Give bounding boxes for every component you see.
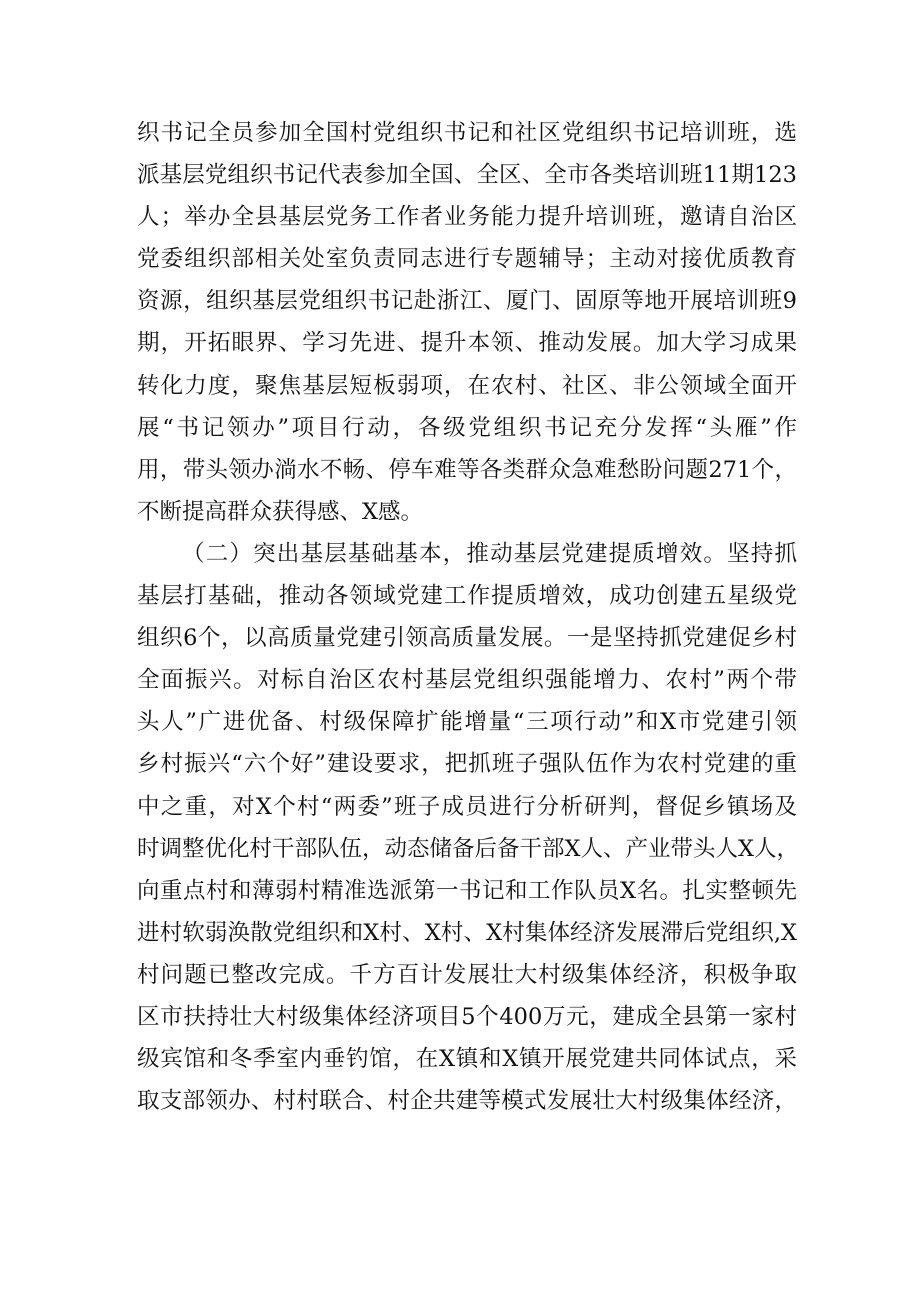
text-line: 乡村振兴“六个好”建设要求，把抓班子强队伍作为农村党建的重 bbox=[137, 751, 797, 778]
text-line: 组织6个，以高质量党建引领高质量发展。一是坚持抓党建促乡村 bbox=[137, 625, 797, 652]
text-line: 时调整优化村干部队伍，动态储备后备干部X人、产业带头人X人， bbox=[137, 835, 800, 862]
text-line: 向重点村和薄弱村精准选派第一书记和工作队员X名。扎实整顿先 bbox=[137, 877, 797, 904]
text-line: 人；举办全县基层党务工作者业务能力提升培训班，邀请自治区 bbox=[137, 204, 797, 231]
text-line: 期，开拓眼界、学习先进、提升本领、推动发展。加大学习成果 bbox=[137, 330, 797, 357]
text-line: 村问题已整改完成。千方百计发展壮大村级集体经济，积极争取 bbox=[137, 961, 797, 988]
text-line: 不断提高群众获得感、X感。 bbox=[137, 498, 424, 525]
document-body bbox=[137, 112, 800, 1122]
text-line: 中之重，对X个村“两委”班子成员进行分析研判，督促乡镇场及 bbox=[137, 793, 797, 820]
text-line: 织书记全员参加全国村党组织书记和社区党组织书记培训班，选 bbox=[137, 120, 797, 146]
text-line: 用，带头领办淌水不畅、停车难等各类群众急难愁盼问题271个， bbox=[137, 456, 797, 483]
text-line: 基层打基础，推动各领域党建工作提质增效，成功创建五星级党 bbox=[137, 583, 797, 610]
text-line: 进村软弱涣散党组织和X村、X村、X村集体经济发展滞后党组织,X bbox=[137, 919, 797, 946]
text-line: 头人”广进优备、村级保障扩能增量“三项行动”和X市党建引领 bbox=[137, 709, 797, 736]
text-line: 派基层党组织书记代表参加全国、全区、全市各类培训班11期123 bbox=[137, 162, 797, 189]
text-line: 取支部领办、村村联合、村企共建等模式发展壮大村级集体经济， bbox=[137, 1088, 797, 1115]
text-line: 全面振兴。对标自治区农村基层党组织强能增力、农村”两个带 bbox=[137, 667, 797, 694]
text-line: 资源，组织基层党组织书记赴浙江、厦门、固原等地开展培训班9 bbox=[137, 288, 797, 315]
text-line: 展“书记领办”项目行动，各级党组织书记充分发挥“头雁”作 bbox=[137, 414, 797, 441]
text-line: 区市扶持壮大村级集体经济项目5个400万元，建成全县第一家村 bbox=[137, 1003, 797, 1030]
paragraph-1 bbox=[137, 112, 797, 533]
section-heading-line: （二）突出基层基础基本，推动基层党建提质增效。坚持抓 bbox=[182, 540, 797, 567]
text-line: 党委组织部相关处室负责同志进行专题辅导；主动对接优质教育 bbox=[137, 246, 797, 273]
paragraph-2 bbox=[137, 533, 800, 1122]
text-line: 级宾馆和冬季室内垂钓馆，在X镇和X镇开展党建共同体试点，采 bbox=[137, 1046, 797, 1073]
text-line: 转化力度，聚焦基层短板弱项，在农村、社区、非公领域全面开 bbox=[137, 372, 797, 399]
